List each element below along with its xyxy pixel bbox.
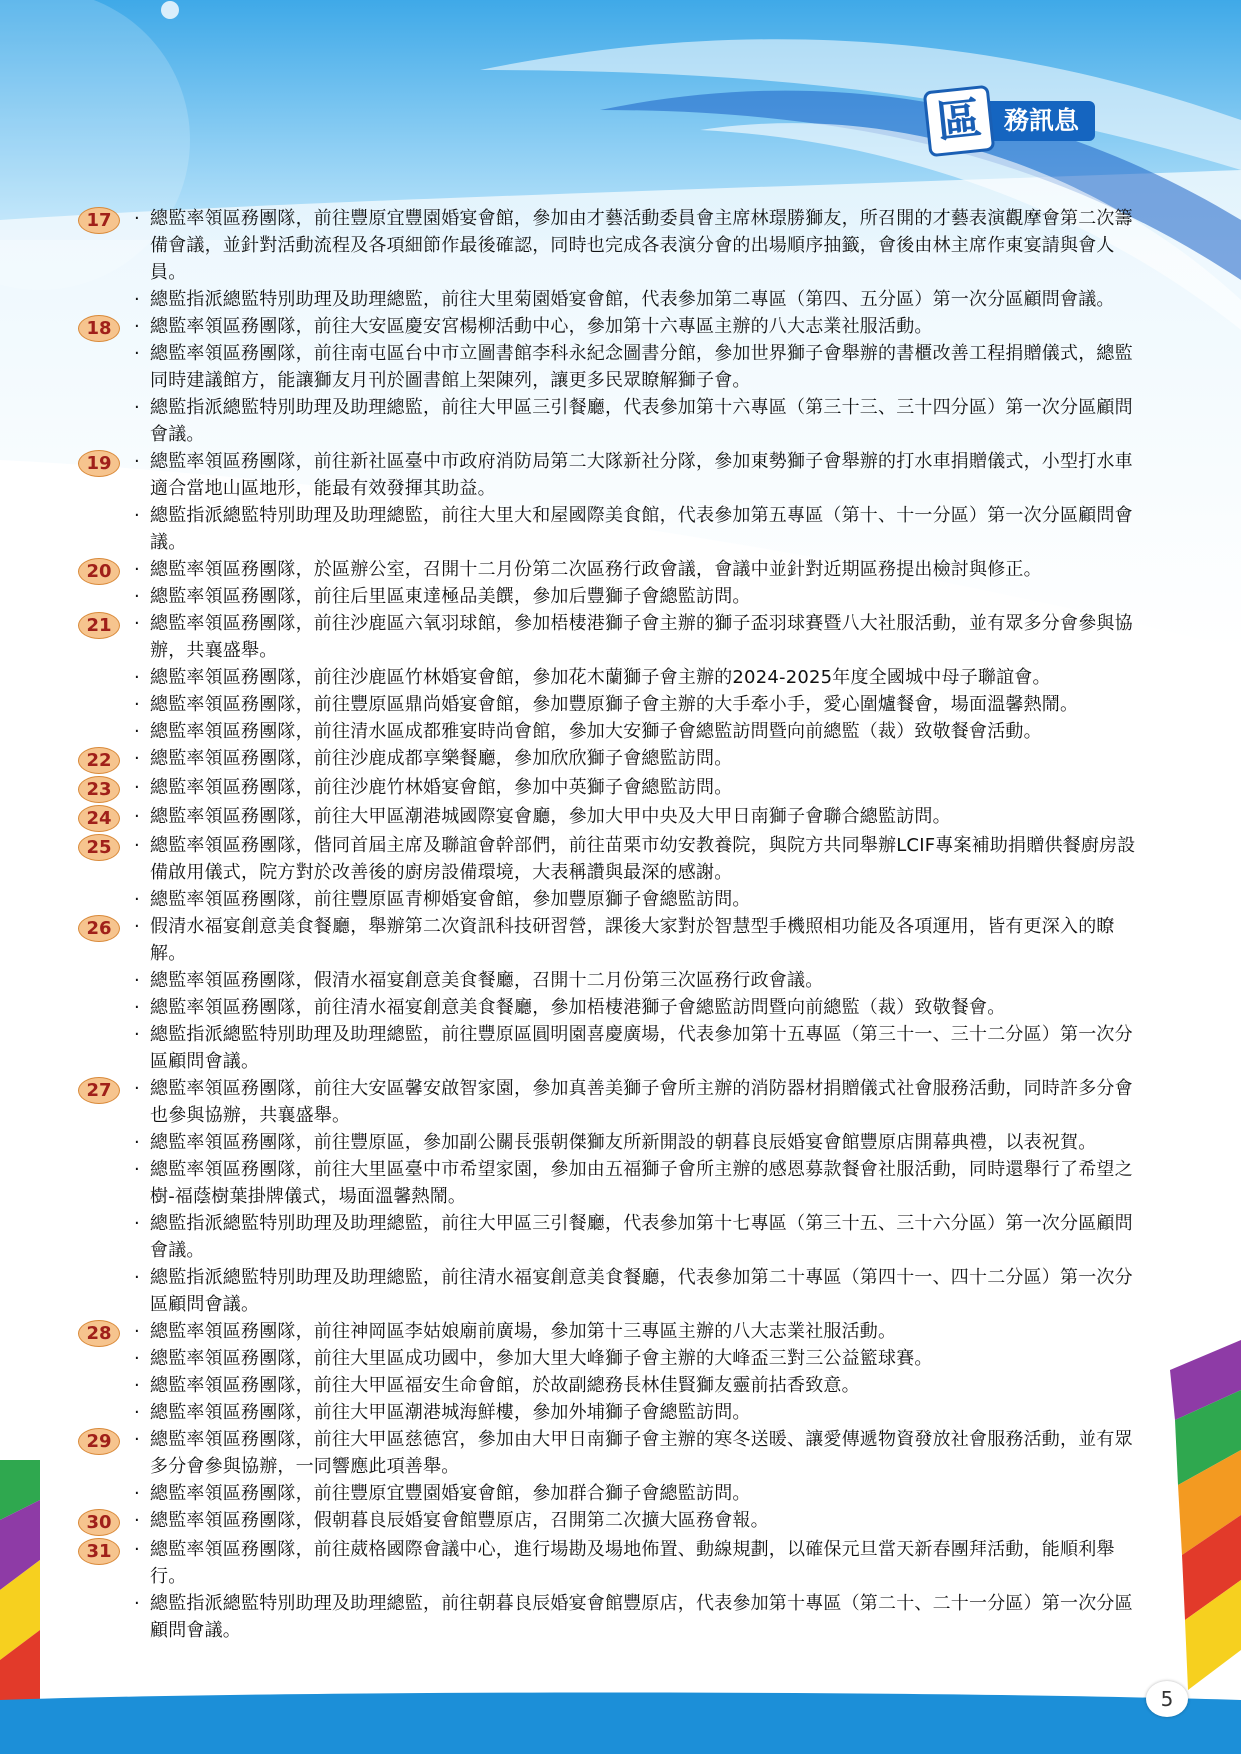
day-entry <box>78 774 1138 803</box>
day-items <box>132 774 1138 801</box>
day-items <box>132 313 1138 448</box>
day-entry <box>78 448 1138 556</box>
list-item: · 總監率領區務團隊，前往豐原宜豐園婚宴會館，參加由才藝活動委員會主席林璟勝獅友，所召開的才藝表演觀摩會第二次籌備會議，並針對活動流程及各項細節作最後確認，同時也完成各表演分會的出場順序抽籤，會後由林主席作東宴請與會人員。 <box>132 205 1138 286</box>
day-entry <box>78 803 1138 832</box>
list-item: · 總監率領區務團隊，前往大安區馨安啟智家園，參加真善美獅子會所主辦的消防器材捐贈儀式社會服務活動，同時許多分會也參與協辦，共襄盛舉。 <box>132 1075 1138 1129</box>
list-item: · 總監率領區務團隊，前往大里區臺中市希望家園，參加由五福獅子會所主辦的感恩募款餐會社服活動，同時還舉行了希望之樹-福蔭樹葉掛牌儀式，場面溫馨熱鬧。 <box>132 1156 1138 1210</box>
list-item: · 總監率領區務團隊，前往大甲區潮港城海鮮樓，參加外埔獅子會總監訪問。 <box>132 1399 1138 1426</box>
day-items <box>132 803 1138 830</box>
day-entry <box>78 1318 1138 1426</box>
list-item: · 總監率領區務團隊，前往后里區東達極品美饌，參加后豐獅子會總監訪問。 <box>132 583 1138 610</box>
list-item: · 總監指派總監特別助理及助理總監，前往大甲區三引餐廳，代表參加第十六專區（第三十三、三十四分區）第一次分區顧問會議。 <box>132 394 1138 448</box>
day-items <box>132 610 1138 745</box>
day-entry <box>78 1507 1138 1536</box>
header-logo-char: 區 <box>923 85 996 158</box>
list-item: · 總監率領區務團隊，前往大甲區福安生命會館，於故副總務長林佳賢獅友靈前拈香致意。 <box>132 1372 1138 1399</box>
day-entry <box>78 610 1138 745</box>
day-badge: 30 <box>78 1509 120 1536</box>
day-badge: 31 <box>78 1538 120 1565</box>
list-item: · 總監率領區務團隊，前往豐原區鼎尚婚宴會館，參加豐原獅子會主辦的大手牽小手，愛心圍爐餐會，場面溫馨熱鬧。 <box>132 691 1138 718</box>
list-item: · 總監率領區務團隊，偕同首屆主席及聯誼會幹部們，前往苗栗市幼安教養院，與院方共同舉辦LCIF專案補助捐贈供餐廚房設備啟用儀式，院方對於改善後的廚房設備環境，大表稱讚與最深的感謝。 <box>132 832 1138 886</box>
list-item: · 總監率領區務團隊，前往神岡區李姑娘廟前廣場，參加第十三專區主辦的八大志業社服活動。 <box>132 1318 1138 1345</box>
day-badge: 22 <box>78 747 120 774</box>
list-item: · 總監率領區務團隊，前往豐原區青柳婚宴會館，參加豐原獅子會總監訪問。 <box>132 886 1138 913</box>
day-items <box>132 913 1138 1075</box>
day-badge: 20 <box>78 558 120 585</box>
day-items <box>132 448 1138 556</box>
list-item: · 總監率領區務團隊，前往沙鹿區竹林婚宴會館，參加花木蘭獅子會主辦的2024-2025年度全國城中母子聯誼會。 <box>132 664 1138 691</box>
day-entry <box>78 1075 1138 1318</box>
list-item: · 總監率領區務團隊，前往葳格國際會議中心，進行場勘及場地佈置、動線規劃，以確保元旦當天新春團拜活動，能順利舉行。 <box>132 1536 1138 1590</box>
list-item: · 總監率領區務團隊，前往南屯區台中市立圖書館李科永紀念圖書分館，參加世界獅子會舉辦的書櫃改善工程捐贈儀式，總監同時建議館方，能讓獅友月刊於圖書館上架陳列，讓更多民眾瞭解獅子會。 <box>132 340 1138 394</box>
section-header <box>926 88 1095 154</box>
list-item: · 總監指派總監特別助理及助理總監，前往朝暮良辰婚宴會館豐原店，代表參加第十專區（第二十、二十一分區）第一次分區顧問會議。 <box>132 1590 1138 1644</box>
day-badge: 18 <box>78 315 120 342</box>
day-items <box>132 745 1138 772</box>
list-item: · 總監率領區務團隊，前往清水福宴創意美食餐廳，參加梧棲港獅子會總監訪問暨向前總監（裁）致敬餐會。 <box>132 994 1138 1021</box>
list-item: · 總監率領區務團隊，假朝暮良辰婚宴會館豐原店，召開第二次擴大區務會報。 <box>132 1507 1138 1534</box>
list-item: · 總監指派總監特別助理及助理總監，前往大里菊園婚宴會館，代表參加第二專區（第四、五分區）第一次分區顧問會議。 <box>132 286 1138 313</box>
list-item: · 總監率領區務團隊，於區辦公室，召開十二月份第二次區務行政會議，會議中並針對近期區務提出檢討與修正。 <box>132 556 1138 583</box>
list-item: · 總監指派總監特別助理及助理總監，前往清水福宴創意美食餐廳，代表參加第二十專區（第四十一、四十二分區）第一次分區顧問會議。 <box>132 1264 1138 1318</box>
day-items <box>132 832 1138 913</box>
list-item: · 總監率領區務團隊，假清水福宴創意美食餐廳，召開十二月份第三次區務行政會議。 <box>132 967 1138 994</box>
day-entry <box>78 556 1138 610</box>
list-item: · 總監率領區務團隊，前往豐原區，參加副公關長張朝傑獅友所新開設的朝暮良辰婚宴會館豐原店開幕典禮，以表祝賀。 <box>132 1129 1138 1156</box>
news-list <box>78 205 1138 1644</box>
list-item: · 總監率領區務團隊，前往沙鹿區六氧羽球館，參加梧棲港獅子會主辦的獅子盃羽球賽暨八大社服活動，並有眾多分會參與協辦，共襄盛舉。 <box>132 610 1138 664</box>
day-badge: 28 <box>78 1320 120 1347</box>
day-items <box>132 205 1138 313</box>
day-badge: 25 <box>78 834 120 861</box>
day-items <box>132 1426 1138 1507</box>
day-items <box>132 556 1138 610</box>
day-badge: 29 <box>78 1428 120 1455</box>
list-item: · 總監率領區務團隊，前往沙鹿竹林婚宴會館，參加中英獅子會總監訪問。 <box>132 774 1138 801</box>
list-item: · 總監率領區務團隊，前往豐原宜豐園婚宴會館，參加群合獅子會總監訪問。 <box>132 1480 1138 1507</box>
list-item: · 總監指派總監特別助理及助理總監，前往大甲區三引餐廳，代表參加第十七專區（第三十五、三十六分區）第一次分區顧問會議。 <box>132 1210 1138 1264</box>
day-entry <box>78 205 1138 313</box>
day-badge: 27 <box>78 1077 120 1104</box>
day-items <box>132 1536 1138 1644</box>
day-entry <box>78 913 1138 1075</box>
list-item: · 總監率領區務團隊，前往大甲區潮港城國際宴會廳，參加大甲中央及大甲日南獅子會聯合總監訪問。 <box>132 803 1138 830</box>
list-item: · 假清水福宴創意美食餐廳，舉辦第二次資訊科技研習營，課後大家對於智慧型手機照相功能及各項運用，皆有更深入的瞭解。 <box>132 913 1138 967</box>
list-item: · 總監率領區務團隊，前往沙鹿成都享樂餐廳，參加欣欣獅子會總監訪問。 <box>132 745 1138 772</box>
day-badge: 24 <box>78 805 120 832</box>
list-item: · 總監率領區務團隊，前往新社區臺中市政府消防局第二大隊新社分隊，參加東勢獅子會舉辦的打水車捐贈儀式，小型打水車適合當地山區地形，能最有效發揮其助益。 <box>132 448 1138 502</box>
day-badge: 26 <box>78 915 120 942</box>
day-entry <box>78 832 1138 913</box>
day-entry <box>78 745 1138 774</box>
day-badge: 17 <box>78 207 120 234</box>
day-badge: 19 <box>78 450 120 477</box>
header-title: 務訊息 <box>982 101 1095 141</box>
day-items <box>132 1507 1138 1534</box>
day-badge: 21 <box>78 612 120 639</box>
list-item: · 總監指派總監特別助理及助理總監，前往豐原區圓明園喜慶廣場，代表參加第十五專區（第三十一、三十二分區）第一次分區顧問會議。 <box>132 1021 1138 1075</box>
day-entry <box>78 1536 1138 1644</box>
list-item: · 總監指派總監特別助理及助理總監，前往大里大和屋國際美食館，代表參加第五專區（第十、十一分區）第一次分區顧問會議。 <box>132 502 1138 556</box>
day-entry <box>78 313 1138 448</box>
list-item: · 總監率領區務團隊，前往大安區慶安宮楊柳活動中心，參加第十六專區主辦的八大志業社服活動。 <box>132 313 1138 340</box>
day-entry <box>78 1426 1138 1507</box>
page-number: 5 <box>1146 1681 1188 1717</box>
list-item: · 總監率領區務團隊，前往清水區成都雅宴時尚會館，參加大安獅子會總監訪問暨向前總監（裁）致敬餐會活動。 <box>132 718 1138 745</box>
day-items <box>132 1075 1138 1318</box>
list-item: · 總監率領區務團隊，前往大里區成功國中，參加大里大峰獅子會主辦的大峰盃三對三公益籃球賽。 <box>132 1345 1138 1372</box>
list-item: · 總監率領區務團隊，前往大甲區慈德宮，參加由大甲日南獅子會主辦的寒冬送暖、讓愛傳遞物資發放社會服務活動，並有眾多分會參與協辦，一同響應此項善舉。 <box>132 1426 1138 1480</box>
day-badge: 23 <box>78 776 120 803</box>
day-items <box>132 1318 1138 1426</box>
